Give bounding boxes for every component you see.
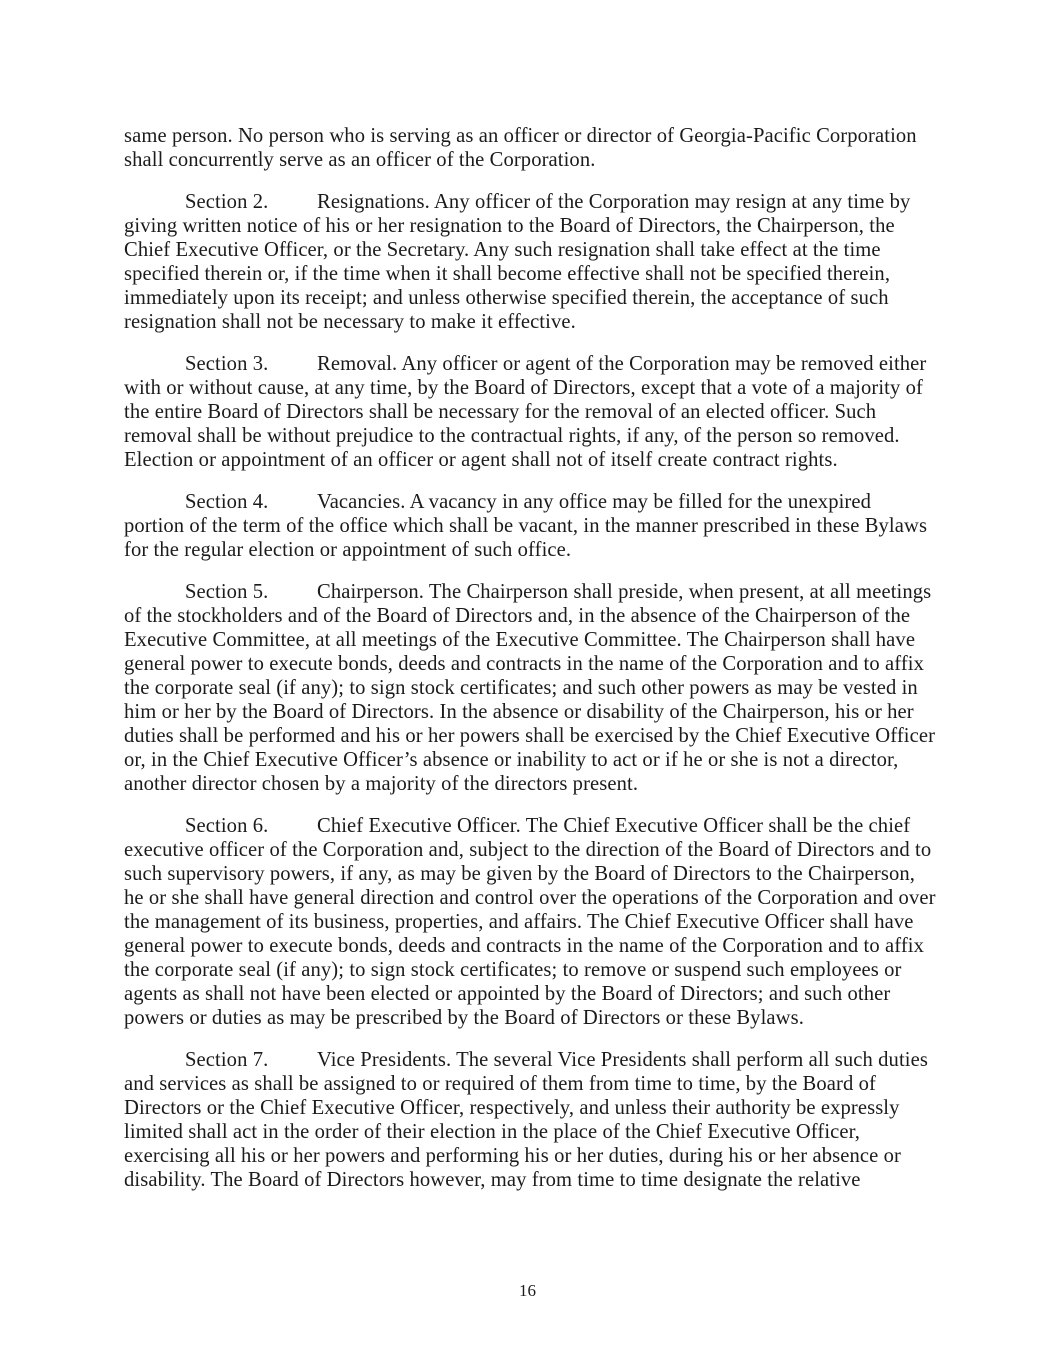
section-2-body: Resignations. Any officer of the Corporation may resign at any time by giving written notice of his or her resignation to the Board of Directors, the Chairperson, the Chief Executive Officer, or the Secretary. Any such resignation shall take effect at the time specified therein or, if the time when it shall become effective shall not be specified therein, immediately upon its receipt; and unless otherwise specified therein, the acceptance of such resignation shall not be necessary to make it effective. [124,191,911,333]
section-3-label: Section 3. [185,353,269,375]
section-6-paragraph [124,814,936,1030]
paragraph-text: same person. No person who is serving as an officer or director of Georgia-Pacific Corporation shall concurrently serve as an officer of the Corporation. [124,125,917,171]
section-2-paragraph [124,190,936,334]
section-4-paragraph [124,490,936,562]
section-7-body: Vice Presidents. The several Vice Presidents shall perform all such duties and services as shall be assigned to or required of them from time to time, by the Board of Directors or the Chief Executive Officer, respectively, and unless their authority be expressly limited shall act in the order of their election in the place of the Chief Executive Officer, exercising all his or her powers and performing his or her duties, during his or her absence or disability. The Board of Directors however, may from time to time designate the relative [124,1049,928,1191]
section-6-label: Section 6. [185,815,269,837]
paragraph-continuation [124,124,936,172]
section-6-body: Chief Executive Officer. The Chief Executive Officer shall be the chief executive officer of the Corporation and, subject to the direction of the Board of Directors and to such supervisory powers, if any, as may be given by the Board of Directors to the Chairperson, he or she shall have general direction and control over the operations of the Corporation and over the management of its business, properties, and affairs. The Chief Executive Officer shall have general power to execute bonds, deeds and contracts in the name of the Corporation and to affix the corporate seal (if any); to sign stock certificates; to remove or suspend such employees or agents as shall not have been elected or appointed by the Board of Directors; and such other powers or duties as may be prescribed by the Board of Directors or these Bylaws. [124,815,936,1029]
section-7-label: Section 7. [185,1049,269,1071]
section-5-body: Chairperson. The Chairperson shall preside, when present, at all meetings of the stockholders and of the Board of Directors and, in the absence of the Chairperson of the Executive Committee, at all meetings of the Executive Committee. The Chairperson shall have general power to execute bonds, deeds and contracts in the name of the Corporation and to affix the corporate seal (if any); to sign stock certificates; and such other powers as may be vested in him or her by the Board of Directors. In the absence or disability of the Chairperson, his or her duties shall be performed and his or her powers shall be exercised by the Chief Executive Officer or, in the Chief Executive Officer’s absence or inability to act or if he or she is not a director, another director chosen by a majority of the directors present. [124,581,936,795]
page-body-text [124,124,936,1210]
section-3-body: Removal. Any officer or agent of the Corporation may be removed either with or without cause, at any time, by the Board of Directors, except that a vote of a majority of the entire Board of Directors shall be necessary for the removal of an elected officer. Such removal shall be without prejudice to the contractual rights, if any, of the person so removed. Election or appointment of an officer or agent shall not of itself create contract rights. [124,353,927,471]
section-5-paragraph [124,580,936,796]
section-3-paragraph [124,352,936,472]
section-4-body: Vacancies. A vacancy in any office may be filled for the unexpired portion of the term of the office which shall be vacant, in the manner prescribed in these Bylaws for the regular election or appointment of such office. [124,491,928,561]
page-number: 16 [519,1281,536,1300]
section-4-label: Section 4. [185,491,269,513]
section-5-label: Section 5. [185,581,269,603]
section-7-paragraph [124,1048,936,1192]
section-2-label: Section 2. [185,191,269,213]
